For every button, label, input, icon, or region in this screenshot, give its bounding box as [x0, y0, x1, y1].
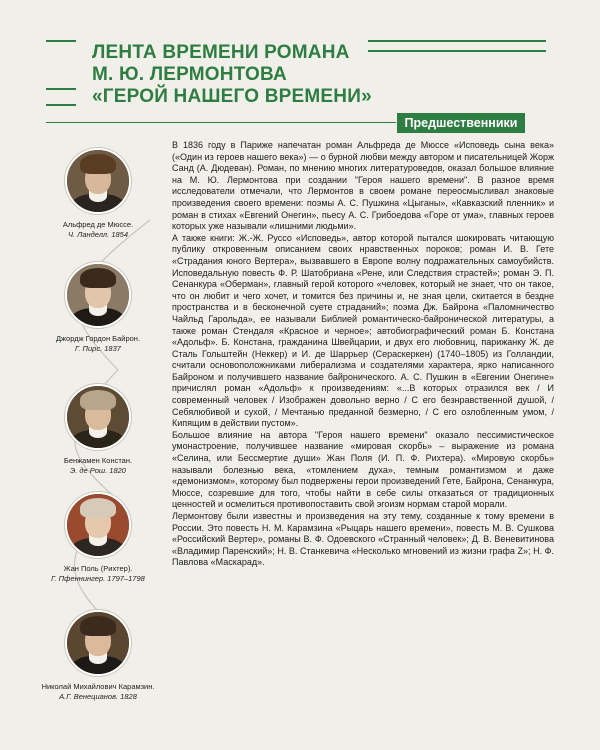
- page-title: [92, 42, 412, 108]
- decorative-rule: [46, 40, 76, 42]
- portrait-caption: [38, 334, 158, 354]
- portrait-block-constant: [38, 384, 158, 476]
- title-line-2: М. Ю. ЛЕРМОНТОВА: [92, 64, 287, 85]
- portrait-caption: [38, 564, 158, 584]
- portrait-artist: Ч. Ланделл. 1854: [67, 230, 129, 239]
- paragraph: А также книги: Ж.-Ж. Руссо «Исповедь», автор которой пытался шокировать читающую публику откровенным описанием своих нравственных пороков; роман И. В. Гете «Страдания юного Вертера», вызвавшего в Европе волну подражательных самоубийств. Исповедальную повесть Ф. Р. Шатобриана «Рене, или Следствия страстей»; роман Э. П. Сенанкура «Оберман», главный герой которого «человек, который не знает, что он такое, что он любит и чего хочет, и томится без причины и, не зная цели, скитается в бездне пространства и в бесконечной суете страданий»; поэма Дж. Байрона «Паломничество Чайльд Гарольда», ее называли Библией романтическо-байронической литературы, а также роман Стендаля «Красное и черное»; автобиографический роман Б. Констана «Адольф». Б. Констана, гражданина Швейцарии, и двух его любовниц, парижанку Ж. де Сталь Гольштейн (Неккер) и И. де Шаррьер (Сераскеркен) (1740–1805) из Голландии, считали основоположниками либерализма и создателями характера, ярко написанного Байроном и получившего название байронического. А. С. Пушкин в «Евгении Онегине» причислял роман «Адольф» к произведениям: «...В которых отразился век / И современный человек / Изображен довольно верно / С его безнравственной душой, / Себялюбивой и сухой, / Мечтанью преданной безмерно, / С его озлобленным умом, / Кипящим в действии пустом».: [172, 232, 554, 429]
- paragraph: В 1836 году в Париже напечатан роман Альфреда де Мюссе «Исповедь сына века» («Один из героев нашего века») — о бурной любви между автором и писательницей Жорж Санд (А. Дюдеван). Роман, по мнению многих литературоведов, оказал большое влияние на М. Ю. Лермонтова при создании "Героя нашего времени". В разное время исследователи отмечали, что Лермонтов в своем романе переосмысливал знаковые произведения своего времени: поэмы А. С. Пушкина «Цыганы», «Кавказский пленник» и роман в стихах «Евгений Онегин», пьесу А. С. Грибоедова «Горе от ума», главных героев которых уже называли «лишними людьми».: [172, 140, 554, 232]
- portrait-artist: Г. Пирс. 1837: [75, 344, 121, 353]
- portrait-musset: [65, 148, 131, 214]
- portrait-name: Жан Поль (Рихтер).: [63, 564, 133, 573]
- portrait-constant: [65, 384, 131, 450]
- portrait-caption: [38, 456, 158, 476]
- portrait-caption: [38, 682, 158, 702]
- portrait-name: Альфред де Мюссе.: [62, 220, 134, 229]
- portrait-block-jean-paul: [38, 492, 158, 584]
- portrait-block-karamzin: [38, 610, 158, 702]
- body-text: [172, 140, 554, 569]
- portrait-name: Бенжамен Констан.: [63, 456, 133, 465]
- decorative-rule: [46, 88, 76, 90]
- section-badge: Предшественники: [397, 113, 525, 133]
- paragraph: Большое влияние на автора "Героя нашего времени" оказало пессимистическое умонастроение, получившее название «мировая скорбь» – выражение из романа «Селина, или Бессмертие души» Жан Поля (И. П. Ф. Рихтера). «Мировую скорбь» называли болезнью века, «томлением духа», темным романтизмом и даже «демонизмом», которому был подвержены герои произведений Гете, Байрона, Сенанкура, Мюссе, созревшие для того, чтобы найти в себе силы отказаться от традиционных ценностей и осмелиться противопоставить свой эгоизм нормам старой морали.: [172, 429, 554, 510]
- decorative-rule: [46, 104, 76, 106]
- portrait-byron: [65, 262, 131, 328]
- portrait-name: Джордж Гордон Байрон.: [55, 334, 141, 343]
- portrait-karamzin: [65, 610, 131, 676]
- title-line-3: «ГЕРОЙ НАШЕГО ВРЕМЕНИ»: [92, 86, 372, 107]
- portrait-caption: [38, 220, 158, 240]
- portrait-artist: Г. Пфеннингер. 1797–1798: [51, 574, 145, 583]
- portrait-jean-paul: [65, 492, 131, 558]
- portrait-name: Николай Михайлович Карамзин.: [41, 682, 155, 691]
- portrait-artist: Э. де Рош. 1820: [70, 466, 126, 475]
- portrait-block-byron: [38, 262, 158, 354]
- title-line-1: ЛЕНТА ВРЕМЕНИ РОМАНА: [92, 42, 350, 63]
- portrait-artist: А.Г. Венецианов. 1828: [59, 692, 137, 701]
- portrait-block-musset: [38, 148, 158, 240]
- paragraph: Лермонтову были известны и произведения на эту тему, созданные к тому времени в России. Это повесть Н. М. Карамзина «Рыцарь нашего времени», повесть М. В. Сушкова «Российский Вертер», романы В. Ф. Одоевского «Странный человек»; Д. В. Веневитинова «Владимир Паренский»; Н. В. Станкевича «Несколько мгновений из жизни графа Z»; Н. Ф. Павлова «Маскарад».: [172, 511, 554, 568]
- section-rule: [46, 122, 396, 123]
- timeline-column: [0, 140, 170, 720]
